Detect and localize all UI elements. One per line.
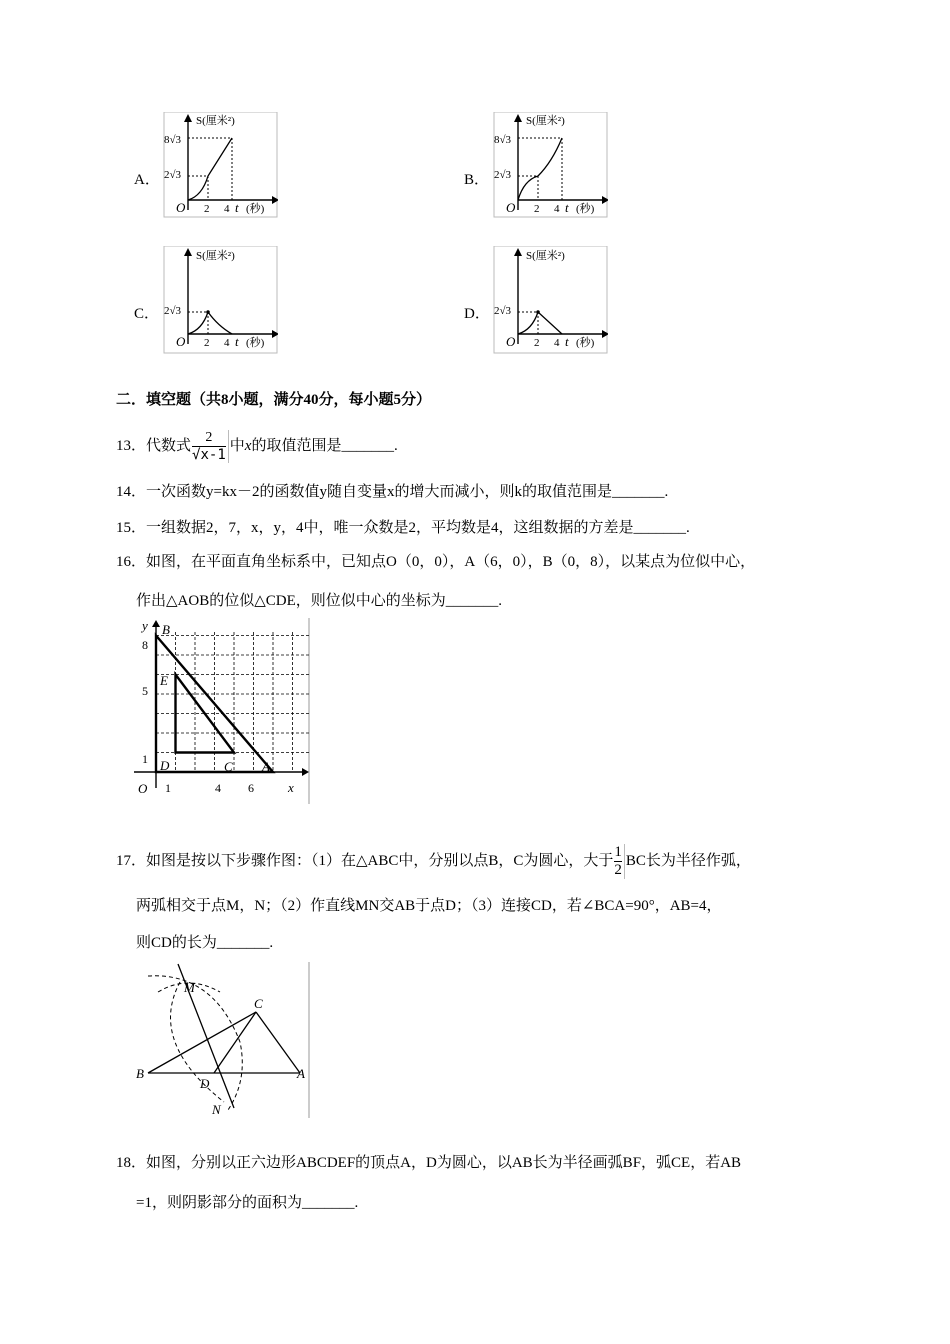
question-15: 15．一组数据2，7，x，y，4中，唯一众数是2，平均数是4，这组数据的方差是_______.	[116, 520, 690, 536]
option-b-label[interactable]: B．	[464, 172, 490, 188]
svg-text:(秒): (秒)	[576, 203, 595, 215]
svg-text:B: B	[162, 622, 170, 637]
option-a-graph	[160, 112, 278, 218]
option-c-graph	[160, 246, 278, 354]
svg-text:2: 2	[534, 337, 540, 349]
question-13: 13．代数式 $\frac{2}{√x-1}$ 中x的取值范围是_______.	[116, 430, 398, 463]
figure-16	[126, 618, 310, 804]
svg-text:4: 4	[224, 203, 230, 215]
question-16-line1: 16．如图，在平面直角坐标系中，已知点O（0，0），A（6，0），B（0，8），以某点为位似中心，	[116, 554, 756, 570]
svg-text:D: D	[160, 758, 170, 773]
question-18-line1: 18．如图，分别以正六边形ABCDEF的顶点A，D为圆心，以AB长为半径画弧BF，弧CE，若AB	[116, 1155, 742, 1171]
option-a-ylabel: S(厘米²)	[196, 115, 235, 127]
svg-text:S(厘米²): S(厘米²)	[526, 250, 565, 262]
svg-text:y: y	[142, 618, 148, 633]
svg-text:O: O	[176, 200, 186, 215]
svg-text:O: O	[506, 200, 516, 215]
option-d-label[interactable]: D．	[464, 306, 490, 322]
svg-text:A: A	[297, 1066, 305, 1081]
svg-text:t: t	[235, 200, 239, 215]
svg-text:E: E	[160, 673, 168, 688]
svg-text:O: O	[138, 781, 148, 796]
svg-text:x: x	[288, 780, 294, 795]
option-b-ytop: 8√3	[494, 134, 512, 146]
svg-text:t: t	[235, 334, 239, 349]
svg-text:1: 1	[142, 752, 148, 766]
svg-text:6: 6	[248, 781, 254, 795]
svg-text:O: O	[506, 334, 516, 349]
option-d-graph	[490, 246, 608, 354]
svg-text:4: 4	[224, 337, 230, 349]
svg-text:D: D	[200, 1076, 210, 1091]
svg-text:A: A	[262, 759, 270, 774]
option-a-ytop: 8√3	[164, 134, 182, 146]
question-16-line2: 作出△AOB的位似△CDE，则位似中心的坐标为_______.	[136, 593, 502, 609]
option-c-label[interactable]: C．	[134, 306, 160, 322]
svg-text:(秒): (秒)	[246, 337, 265, 349]
figure-17	[128, 962, 310, 1118]
option-b-ymid: 2√3	[494, 169, 512, 181]
section-title: 二．填空题（共8小题，满分40分，每小题5分）	[116, 392, 432, 408]
question-17-line3: 则CD的长为_______.	[136, 935, 274, 951]
option-b-graph	[490, 112, 608, 218]
option-a-ymid: 2√3	[164, 169, 182, 181]
svg-text:1: 1	[165, 781, 171, 795]
svg-text:8: 8	[142, 638, 148, 652]
question-18-line2: =1，则阴影部分的面积为_______.	[136, 1195, 359, 1211]
svg-text:O: O	[176, 334, 186, 349]
svg-text:M: M	[184, 980, 195, 995]
svg-text:B: B	[136, 1066, 144, 1081]
svg-text:S(厘米²): S(厘米²)	[196, 250, 235, 262]
svg-text:S(厘米²): S(厘米²)	[526, 115, 565, 127]
svg-text:C: C	[254, 996, 263, 1011]
question-17-line2: 两弧相交于点M，N；（2）作直线MN交AB于点D；（3）连接CD，若∠BCA=90°，AB=4，	[136, 898, 722, 914]
question-14: 14．一次函数y=kx－2的函数值y随自变量x的增大而减小，则k的取值范围是_______.	[116, 484, 669, 500]
svg-text:(秒): (秒)	[246, 203, 265, 215]
svg-text:t: t	[565, 334, 569, 349]
svg-text:4: 4	[554, 337, 560, 349]
svg-text:5: 5	[142, 684, 148, 698]
svg-text:4: 4	[215, 781, 221, 795]
option-a-label[interactable]: A．	[134, 172, 160, 188]
svg-text:2: 2	[204, 203, 210, 215]
option-c-ymid: 2√3	[164, 305, 182, 317]
svg-text:2: 2	[534, 203, 540, 215]
question-17-line1: 17．如图是按以下步骤作图：（1）在△ABC中，分别以点B，C为圆心，大于 $\frac{1}{2}$ BC长为半径作弧，	[116, 844, 751, 878]
svg-text:4: 4	[554, 203, 560, 215]
svg-text:t: t	[565, 200, 569, 215]
svg-text:(秒): (秒)	[576, 337, 595, 349]
svg-text:C: C	[224, 759, 233, 774]
svg-text:2: 2	[204, 337, 210, 349]
option-d-ymid: 2√3	[494, 305, 512, 317]
svg-text:N: N	[212, 1102, 221, 1117]
answer-blank-13[interactable]: _______	[341, 437, 394, 454]
